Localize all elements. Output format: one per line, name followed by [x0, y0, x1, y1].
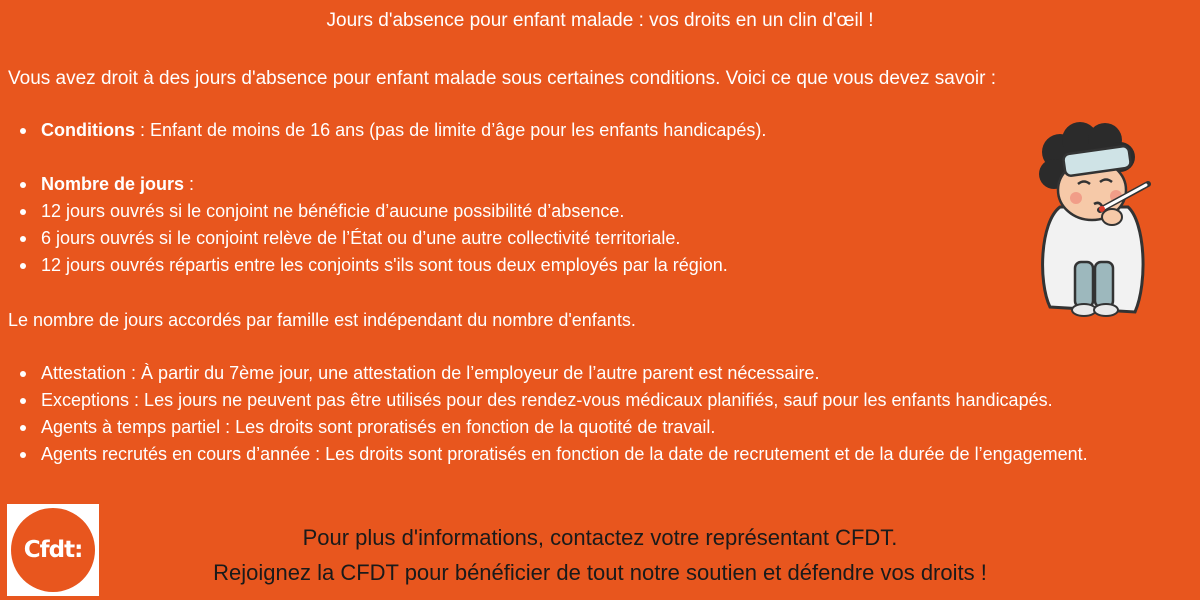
- list-item-exceptions: Exceptions : Les jours ne peuvent pas être utilisés pour des rendez-vous médicaux planifiés, sauf pour les enfants handicapés.: [0, 387, 1181, 414]
- nombre-label: Nombre de jours: [41, 174, 185, 194]
- list-item-recrutes: Agents recrutés en cours d’année : Les droits sont proratisés en fonction de la date de recrutement et de la durée de l’engagement.: [0, 441, 1181, 468]
- details-list: [0, 360, 1181, 468]
- footer-join: Rejoignez la CFDT pour bénéficier de tout notre soutien et défendre vos droits !: [213, 560, 987, 585]
- list-item: 12 jours ouvrés si le conjoint ne bénéficie d’aucune possibilité d’absence.: [0, 198, 1181, 225]
- list-item: 6 jours ouvrés si le conjoint relève de l’État ou d’une autre collectivité territoriale.: [0, 225, 1181, 252]
- cfdt-logo: [7, 504, 99, 596]
- conditions-text: : Enfant de moins de 16 ans (pas de limite d’âge pour les enfants handicapés).: [134, 120, 767, 140]
- logo-disc: [11, 508, 95, 592]
- list-item: 12 jours ouvrés répartis entre les conjoints s'ils sont tous deux employés par la région.: [0, 252, 1181, 279]
- list-item-attestation: Attestation : À partir du 7ème jour, une attestation de l’employeur de l’autre parent est nécessaire.: [0, 360, 1181, 387]
- list-item-temps-partiel: Agents à temps partiel : Les droits sont proratisés en fonction de la quotité de travail.: [0, 414, 1181, 441]
- page-title: Jours d'absence pour enfant malade : vos droits en un clin d'œil !: [326, 10, 874, 31]
- footer-contact: Pour plus d'informations, contactez votre représentant CFDT.: [302, 525, 898, 550]
- note-text: Le nombre de jours accordés par famille est indépendant du nombre d'enfants.: [8, 310, 636, 330]
- list-item-nombre: [0, 171, 1181, 198]
- list-spacer: [0, 144, 1181, 171]
- intro-text: Vous avez droit à des jours d'absence pour enfant malade sous certaines conditions. Voici ce que vous devez savoir :: [8, 68, 996, 89]
- conditions-label: Conditions: [41, 120, 135, 140]
- logo-text: Cfdt:: [23, 537, 83, 563]
- nombre-text: :: [184, 174, 195, 194]
- list-item-conditions: [0, 117, 1181, 144]
- sick-child-with-thermometer-icon: [1020, 112, 1170, 322]
- conditions-list: [0, 117, 1181, 279]
